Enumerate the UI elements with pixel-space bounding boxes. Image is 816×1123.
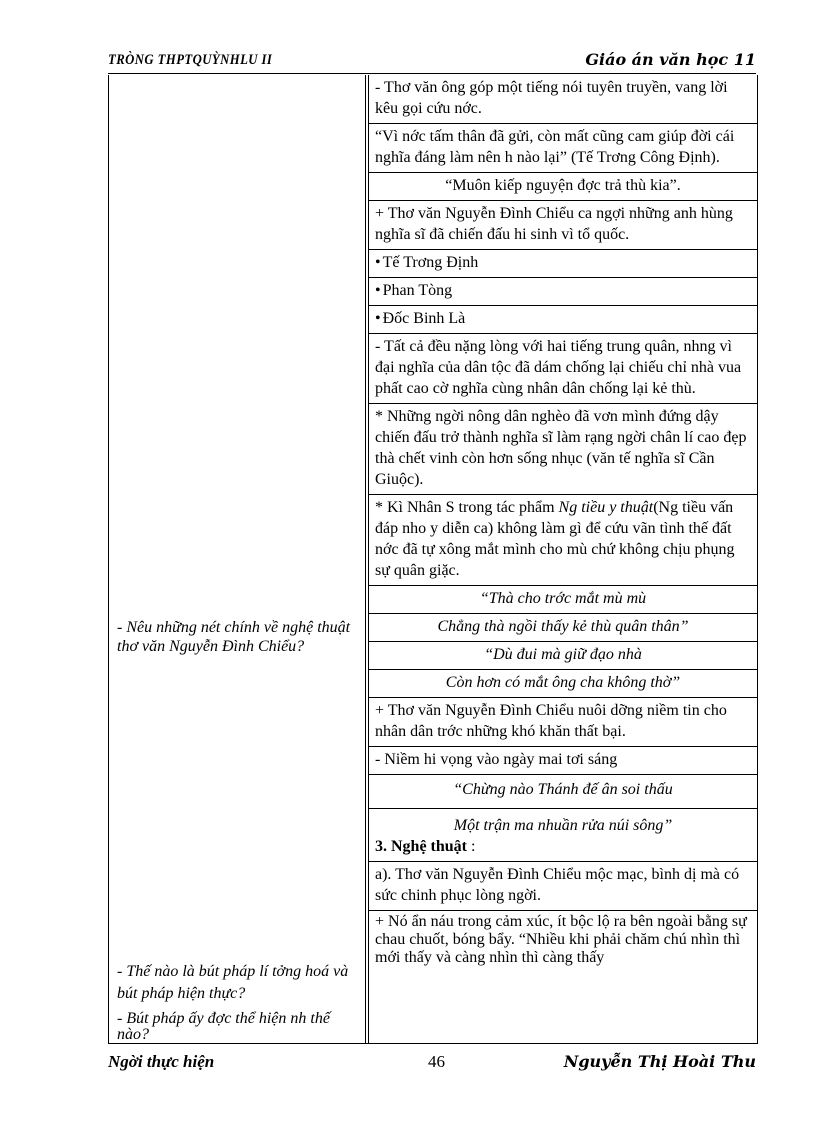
hero-name: Phan Tòng [382,282,453,299]
verse-line: Một trận ma nhuần rửa núi sông” [453,817,673,834]
verse-line: Còn hơn có mắt ông cha không thờ” [369,670,757,698]
answer-paragraph: - Niềm hi vọng vào ngày mai tơi sáng [369,747,757,775]
quote-paragraph: “Vì nớc tấm thân đã gửi, còn mất cũng cam giúp đời cái nghĩa đáng làm nên h nào lại” (Tế Trơng Công Định). [369,124,757,173]
hero-bullet [369,278,757,306]
answer-paragraph: + Thơ văn Nguyễn Đình Chiểu nuôi dỡng niềm tin cho nhân dân trớc những khó khăn thất bại. [369,698,757,747]
verse-line: “Dù đui mà giữ đạo nhà [369,642,757,670]
verse-line: “Thà cho trớc mắt mù mù [369,586,757,614]
hero-name: Đốc Binh Là [382,310,466,327]
text-run: (Ng tiều vấn đáp nho y diễn ca) không làm gì để cứu vãn tình thế đất nớc đã tự xông mắt mình cho mù chứ không chịu phụng sự quân giặc. [375,499,735,579]
answer-paragraph: + Nó ẩn náu trong cảm xúc, ít bộc lộ ra bên ngoài bằng sự chau chuốt, bóng bẩy. “Nhiều khi phải chăm chú nhìn thì mới thấy và càng nhìn thì càng thấy [375,913,747,966]
hero-name: Tế Trơng Định [382,254,479,271]
answer-paragraph: a). Thơ văn Nguyễn Đình Chiểu mộc mạc, bình dị mà có sức chinh phục lòng ngời. [369,862,757,911]
question-style: - Thế nào là bút pháp lí tởng hoá và bút pháp hiện thực? [117,963,349,1002]
answer-paragraph: + Thơ văn Nguyễn Đình Chiểu ca ngợi những anh hùng nghĩa sĩ đã chiến đấu hi sinh vì tổ quốc. [369,201,757,250]
hero-bullet [369,250,757,278]
heading-colon: : [467,838,476,855]
question-style-how: - Bút pháp ấy đợc thể hiện nh thế nào? [117,1010,330,1043]
school-name: TRÒNG THPTQUỲNHLU II [108,52,273,68]
section-heading [369,836,757,862]
page-number: 46 [428,1052,445,1071]
subject-title: Giáo án văn học 11 [585,50,756,69]
verse-line: “Chừng nào Thánh đế ân soi thấu [369,775,757,809]
lesson-table [108,75,758,1044]
answer-paragraph: - Tất cả đều nặng lòng với hai tiếng trung quân, nhng vì đại nghĩa của dân tộc đã dám chống lại chiếu chỉ nhà vua phất cao cờ nghĩa cùng nhân dân chống lại kẻ thù. [369,334,757,404]
text-run: * Kì Nhân S trong tác phẩm [375,499,559,516]
question-art: - Nêu những nét chính về nghệ thuật thơ văn Nguyễn Đình Chiểu? [117,619,351,655]
answer-paragraph: - Thơ văn ông góp một tiếng nói tuyên truyền, vang lời kêu gọi cứu nớc. [369,75,757,124]
work-title: Ng tiều y thuật [558,499,654,516]
verse-line: Chẳng thà ngồi thấy kẻ thù quân thân” [369,614,757,642]
answer-paragraph: * Những ngời nông dân nghèo đã vơn mình đứng dậy chiến đấu trở thành nghĩa sĩ làm rạng ngời chân lí cao đẹp thà chết vinh còn hơn sống nhục (văn tế nghĩa sĩ Cần Giuộc). [369,404,757,495]
header-rule [108,73,756,74]
author-name: Nguyễn Thị Hoài Thu [563,1052,756,1071]
author-label: Ngời thực hiện [108,1052,215,1071]
hero-bullet [369,306,757,334]
page-footer [108,1052,756,1076]
quote-line: “Muôn kiếp nguyện đợc trả thù kia”. [369,173,757,201]
answer-paragraph [369,495,757,586]
heading-text: 3. Nghệ thuật [375,838,468,855]
answer-column [369,75,757,971]
page-header [108,52,756,74]
